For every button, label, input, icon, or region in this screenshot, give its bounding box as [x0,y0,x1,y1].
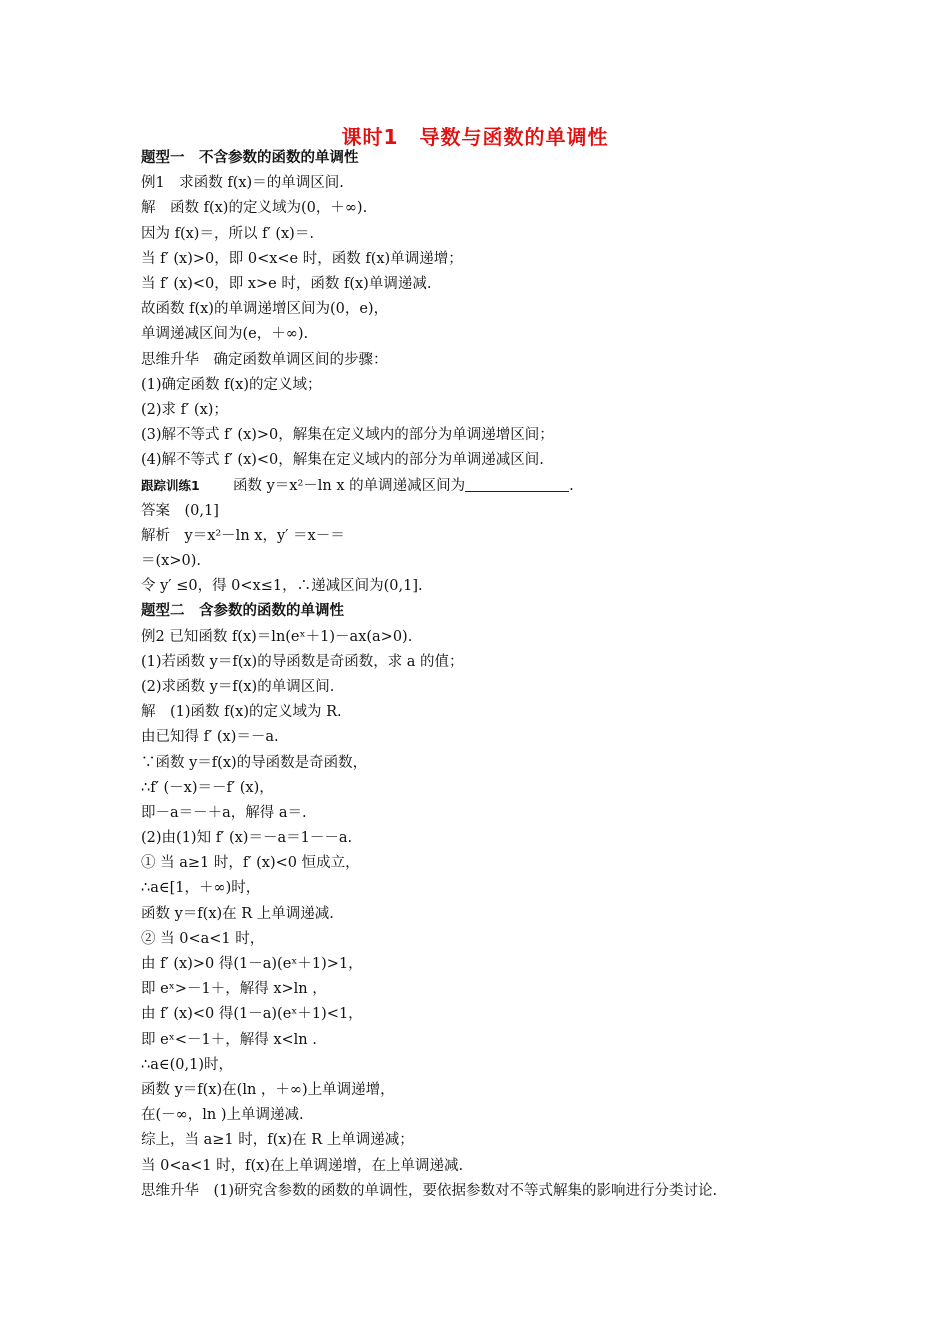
text-line: 解析 y＝x²－ln x，y′ ＝x－＝ [141,527,345,544]
text-line: 例1 求函数 f(x)＝的单调区间. [141,175,344,192]
question-end-mark: . [569,478,574,495]
text-line: (2)求函数 y＝f(x)的单调区间. [141,678,335,695]
lesson-title: 课时1 导数与函数的单调性 [341,125,609,149]
text-line: (1)确定函数 f(x)的定义域； [141,376,322,393]
text-line: 答案 (0,1] [141,502,219,519]
text-line: 函数 y＝f(x)在(ln ，＋∞)上单调递增， [141,1081,395,1098]
section-heading: 题型一 不含参数的函数的单调性 [141,150,359,166]
text-line: 单调递减区间为(e，＋∞). [141,326,309,343]
text-line: 例2 已知函数 f(x)＝ln(eˣ＋1)－ax(a>0). [141,628,413,645]
answer-blank [465,475,569,492]
text-line: 即－a＝－＋a，解得 a＝. [141,804,307,821]
text-line: 由 f′ (x)<0 得(1－a)(eˣ＋1)<1， [141,1006,363,1023]
text-line: 函数 y＝f(x)在 R 上单调递减. [141,905,334,922]
text-line: ∴a∈(0,1)时， [141,1056,233,1073]
text-line: (1)若函数 y＝f(x)的导函数是奇函数，求 a 的值； [141,653,464,670]
text-line: (2)由(1)知 f′ (x)＝－a＝1－－a. [141,830,353,847]
text-line: 在(－∞，ln )上单调递减. [141,1107,304,1124]
text-line: 令 y′ ≤0，得 0<x≤1，∴递减区间为(0,1]. [141,578,423,595]
text-line: 即 eˣ<－1＋，解得 x<ln . [141,1031,317,1048]
training-tag: 跟踪训练1 [141,478,200,494]
text-line: ∵函数 y＝f(x)的导函数是奇函数， [141,754,368,771]
text-line: 即 eˣ>－1＋，解得 x>ln ， [141,981,327,998]
text-line: 当 f′ (x)<0，即 x>e 时，函数 f(x)单调递减. [141,275,432,292]
text-line: (3)解不等式 f′ (x)>0，解集在定义域内的部分为单调递增区间； [141,427,554,444]
text-line: 当 0<a<1 时，f(x)在上单调递增，在上单调递减. [141,1157,464,1174]
text-line: ① 当 a≥1 时，f′ (x)<0 恒成立， [141,855,360,872]
text-line: 解 (1)函数 f(x)的定义域为 R. [141,704,342,721]
document-body [141,146,841,1204]
text-line: ＝(x>0). [141,553,201,569]
text-line: ∴a∈[1，＋∞)时， [141,880,261,897]
text-line: 故函数 f(x)的单调递增区间为(0，e)， [141,301,389,318]
text-line: 当 f′ (x)>0，即 0<x<e 时，函数 f(x)单调递增； [141,250,463,267]
text-line: 由 f′ (x)>0 得(1－a)(eˣ＋1)>1， [141,956,363,972]
text-line: 综上，当 a≥1 时，f(x)在 R 上单调递减； [141,1132,414,1149]
text-line: (4)解不等式 f′ (x)<0，解集在定义域内的部分为单调递减区间. [141,452,544,469]
text-line: 由已知得 f′ (x)＝－a. [141,729,279,746]
text-line: 思维升华 确定函数单调区间的步骤： [141,351,388,368]
text-line: ∴f′ (－x)＝－f′ (x)， [141,779,274,796]
training-question: 函数 y＝x²－ln x 的单调递减区间为 [233,478,466,495]
section-heading: 题型二 含参数的函数的单调性 [141,603,344,620]
text-line: 因为 f(x)＝，所以 f′ (x)＝. [141,225,314,242]
text-line: ② 当 0<a<1 时， [141,930,265,947]
text-line: 思维升华 (1)研究含参数的函数的单调性，要依据参数对不等式解集的影响进行分类讨论. [141,1182,718,1199]
training-exercise [141,473,841,498]
text-line: (2)求 f′ (x)； [141,401,228,418]
text-line: 解 函数 f(x)的定义域为(0，＋∞). [141,200,368,217]
